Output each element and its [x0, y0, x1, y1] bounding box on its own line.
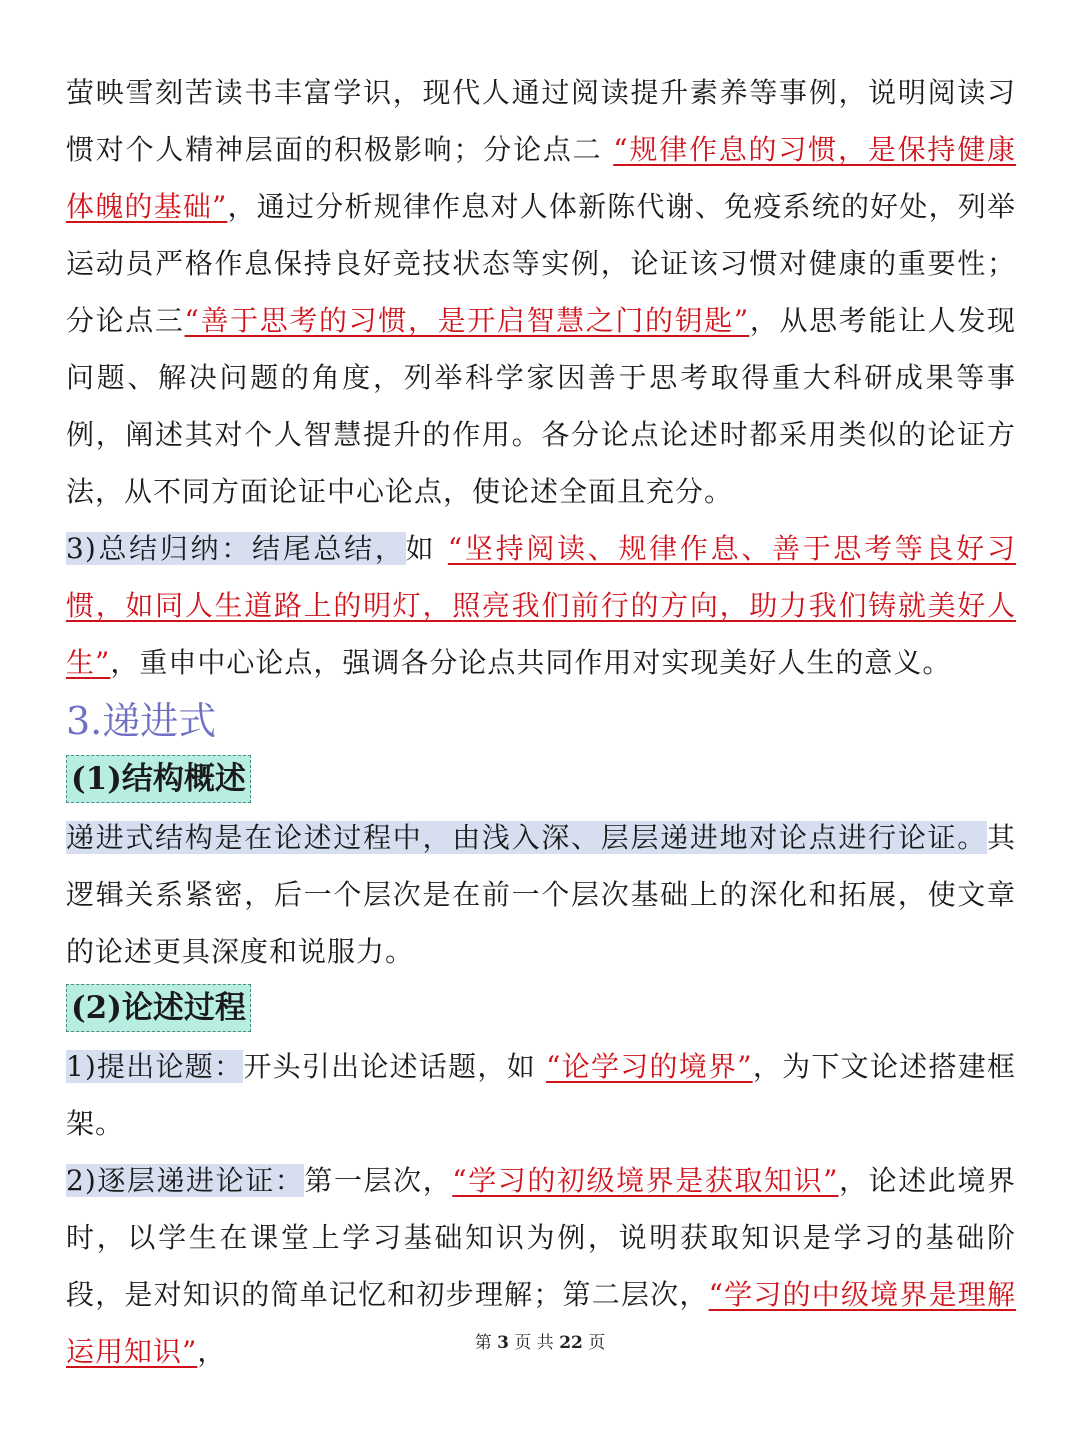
quote-rest-habit: “规律作息的习惯，是保持健康体魄的基础”: [66, 133, 1016, 223]
paragraph-sub-arguments: [66, 64, 1016, 520]
quote-level-two: “学习的中级境界是理解运用知识”: [66, 1278, 1016, 1368]
subheading-structure-overview: (1)结构概述: [66, 755, 251, 803]
footer-text: 第: [474, 1333, 492, 1353]
highlighted-definition: 递进式结构是在论述过程中，由浅入深、层层递进地对论点进行论证。: [66, 821, 987, 854]
text: ，: [197, 1335, 227, 1368]
text: ，论述此境界时，以学生在课堂上学习基础知识为例，说明获取知识是学习的基础阶段，是对知识的简单记忆和初步理解；第二层次，: [66, 1164, 1016, 1311]
step-label: 2)逐层递进论证：: [66, 1164, 305, 1197]
paragraph-summary: [66, 520, 1016, 691]
text: 开头引出论述话题，如: [243, 1050, 536, 1083]
quote-topic: “论学习的境界”: [546, 1050, 753, 1083]
quote-thinking-habit: “善于思考的习惯，是开启智慧之门的钥匙”: [184, 304, 750, 337]
text: 如: [405, 532, 437, 565]
text: ，从思考能让人发现问题、解决问题的角度，列举科学家因善于思考取得重大科研成果等事例，阐述其对个人智慧提升的作用。各分论点论述时都采用类似的论证方法，从不同方面论证中心论点，使论述全面且充分。: [66, 304, 1016, 508]
text: ，通过分析规律作息对人体新陈代谢、免疫系统的好处，列举运动员严格作息保持良好竞技状态等实例，论证该习惯对健康的重要性；分论点三: [66, 190, 1016, 337]
footer-text: 页 共: [514, 1333, 554, 1353]
text: 第一层次，: [304, 1164, 453, 1197]
current-page-number: 3: [497, 1333, 509, 1353]
page-footer: [0, 1328, 1080, 1353]
quote-summary: “坚持阅读、规律作息、善于思考等良好习惯，如同人生道路上的明灯，照亮我们前行的方向，助力我们铸就美好人生”: [66, 532, 1016, 679]
footer-text: 页: [588, 1333, 606, 1353]
total-page-number: 22: [559, 1333, 583, 1353]
text: 其逻辑关系紧密，后一个层次是在前一个层次基础上的深化和拓展，使文章的论述更具深度和说服力。: [66, 821, 1016, 968]
paragraph-propose-topic: [66, 1038, 1016, 1152]
subheading-argument-process: (2)论述过程: [66, 984, 251, 1032]
section-heading-progressive: 3.递进式: [66, 699, 217, 743]
text: 萤映雪刻苦读书丰富学识，现代人通过阅读提升素养等事例，说明阅读习惯对个人精神层面的积极影响；分论点二: [66, 76, 1016, 166]
text: ，为下文论述搭建框架。: [66, 1050, 1016, 1140]
paragraph-structure-overview: [66, 809, 1016, 980]
step-label: 1)提出论题：: [66, 1050, 244, 1083]
quote-level-one: “学习的初级境界是获取知识”: [452, 1164, 839, 1197]
text: ，重申中心论点，强调各分论点共同作用对实现美好人生的意义。: [110, 646, 952, 679]
document-body: [66, 64, 1016, 1380]
summary-label: 3)总结归纳：结尾总结，: [66, 532, 406, 565]
